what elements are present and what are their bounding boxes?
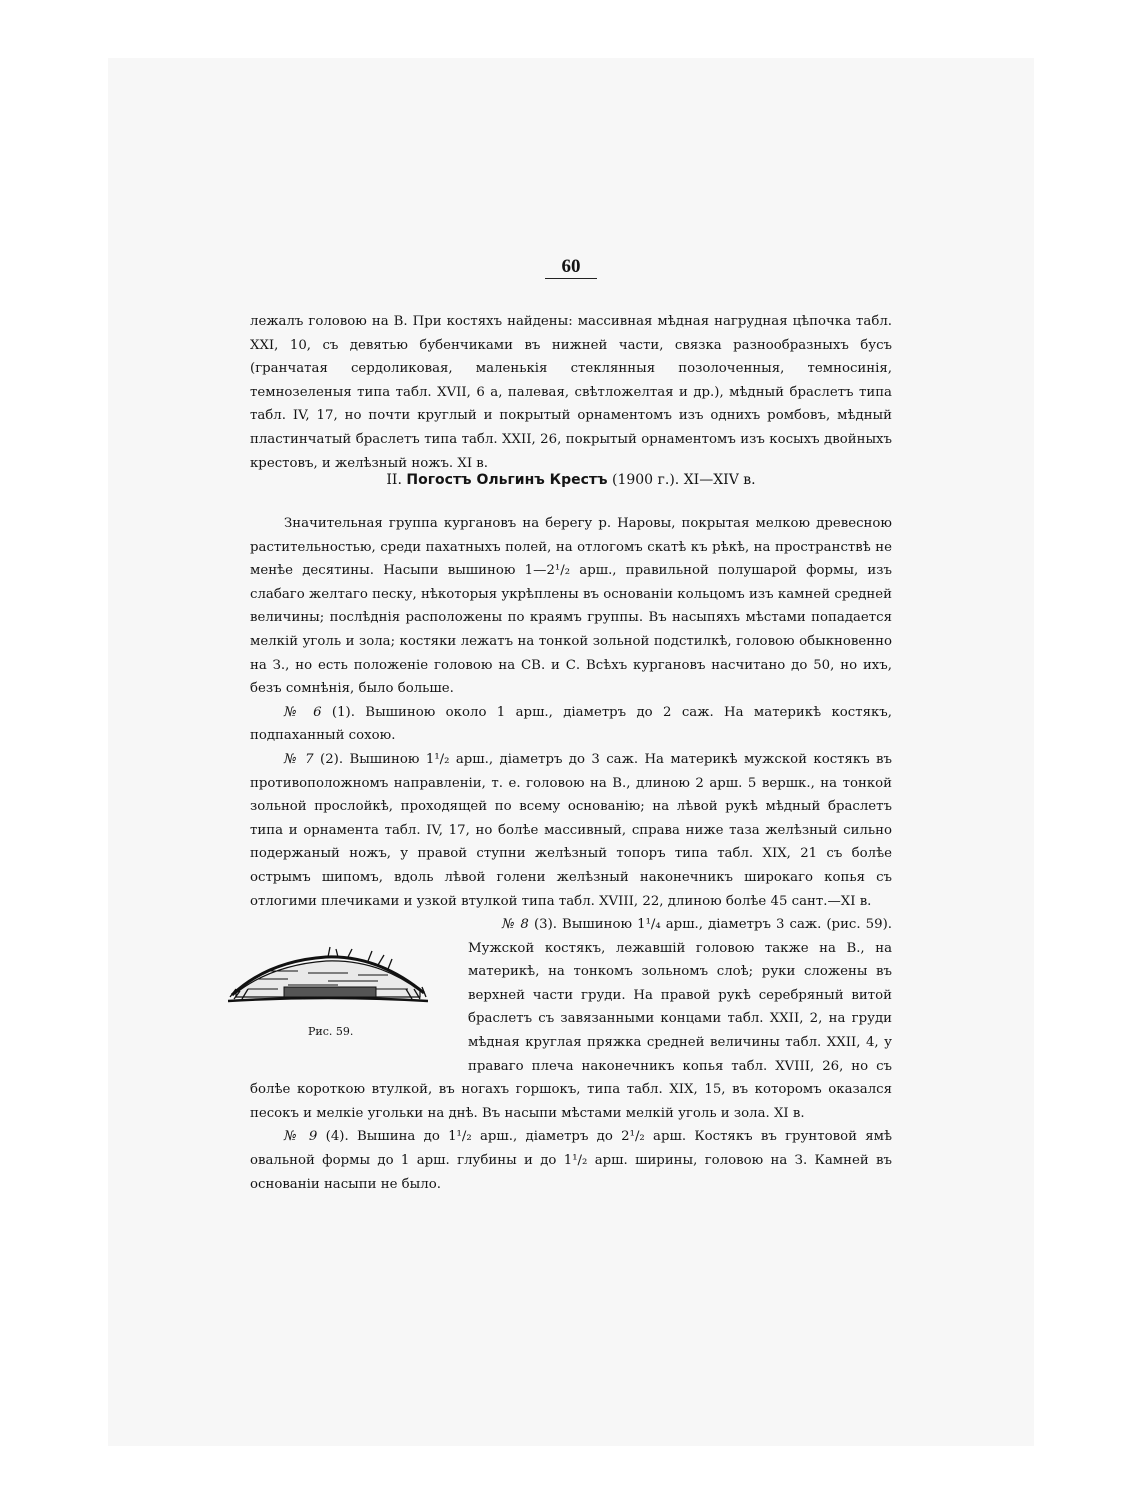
entry-text: (1). Вышиною около 1 арш., діаметръ до 2 саж. На материкѣ костякъ, подпаханный сохою. [250,704,892,744]
entry-number: № 7 [284,751,314,767]
entry-text: (4). Вышина до 1¹/₂ арш., діаметръ до 2¹/₂ арш. Костякъ въ грунтовой ямѣ овальной формы до 1 арш. глубины и до 1¹/₂ арш. ширины, головою на З. Камней въ основаніи насыпи не было. [250,1129,892,1192]
body-text [250,512,892,1196]
figure-caption: Рис. 59. [308,1025,354,1039]
page-number-rule [545,278,597,279]
barrow-mound-illustration [228,935,428,1015]
figure-59 [216,913,462,1073]
entry-number: № 9 [284,1129,318,1145]
section-numeral: II. [386,472,402,488]
entry-6 [250,701,892,748]
entry-number: № 8 [502,917,529,933]
entry-9 [250,1125,892,1196]
intro-paragraph [250,310,892,475]
entry-text: (3). Вышиною 1¹/₄ арш., діаметръ 3 саж. (рис. 59). Мужской костякъ, лежавшій головою также на В., на материкѣ, на тонкомъ зольномъ слоѣ; руки сложены въ верхней части груди. На правой рукѣ серебряный витой браслетъ съ завязанными концами табл. XXII, 2, на груди мѣдная круглая пряжка средней величины табл. XXII, 4, у праваго плеча наконечникъ копья табл. XVIII, 26, но съ болѣе короткою втулкой, въ ногахъ горшокъ, типа табл. XIX, 15, въ которомъ оказался песокъ и мелкіе угольки на днѣ. Въ насыпи мѣстами мелкій уголь и зола. XI в. [250,917,892,1121]
section-heading [250,472,892,488]
section-period: XI—XIV в. [683,472,756,488]
section-title: Погостъ Ольгинъ Крестъ [406,472,608,488]
entry-text: (2). Вышиною 1¹/₂ арш., діаметръ до 3 саж. На материкѣ мужской костякъ въ противоположномъ направленіи, т. е. головою на В., длиною 2 арш. 5 вершк., на тонкой зольной прослойкѣ, проходящей по всему основанію; на лѣвой рукѣ мѣдный браслетъ типа и орнамента табл. IV, 17, но болѣе массивный, справа ниже таза желѣзный сильно подержаный ножъ, у правой ступни желѣзный топоръ типа табл. XIX, 21 съ болѣе острымъ шипомъ, вдоль лѣвой голени желѣзный наконечникъ широкаго копья съ отлогими плечиками и узкой втулкой типа табл. XVIII, 22, длиною болѣе 45 сант.—XI в. [250,751,892,909]
intro-text: лежалъ головою на В. При костяхъ найдены: массивная мѣдная нагрудная цѣпочка табл. XXI, 10, съ девятью бубенчиками въ нижней части, связка разнообразныхъ бусъ (гранчатая сердоликовая, маленькія стеклянныя позолоченныя, темносинія, темнозеленыя типа табл. XVII, 6 а, палевая, свѣтложелтая и др.), мѣдный браслетъ типа табл. IV, 17, но почти круглый и покрытый орнаментомъ изъ однихъ ромбовъ, мѣдный пластинчатый браслетъ типа табл. XXII, 26, покрытый орнаментомъ изъ косыхъ двойныхъ крестовъ, и желѣзный ножъ. XI в. [250,314,892,471]
section-year: (1900 г.). [612,472,680,488]
entry-number: № 6 [284,704,322,720]
page-number: 60 [561,256,581,277]
entry-7 [250,748,892,913]
entry-8 [250,913,892,1125]
description-paragraph: Значительная группа кургановъ на берегу р. Наровы, покрытая мелкою древесною растительностью, среди пахатныхъ полей, на отлогомъ скатѣ къ рѣкѣ, на пространствѣ не менѣе десятины. Насыпи вышиною 1—2¹/₂ арш., правильной полушарой формы, изъ слабаго желтаго песку, нѣкоторыя укрѣплены въ основаніи кольцомъ изъ камней средней величины; послѣднія расположены по краямъ группы. Въ насыпяхъ мѣстами попадается мелкій уголь и зола; костяки лежатъ на тонкой зольной подстилкѣ, головою обыкновенно на З., но есть положеніе головою на СВ. и С. Всѣхъ кургановъ насчитано до 50, но ихъ, безъ сомнѣнія, было больше. [250,516,892,697]
